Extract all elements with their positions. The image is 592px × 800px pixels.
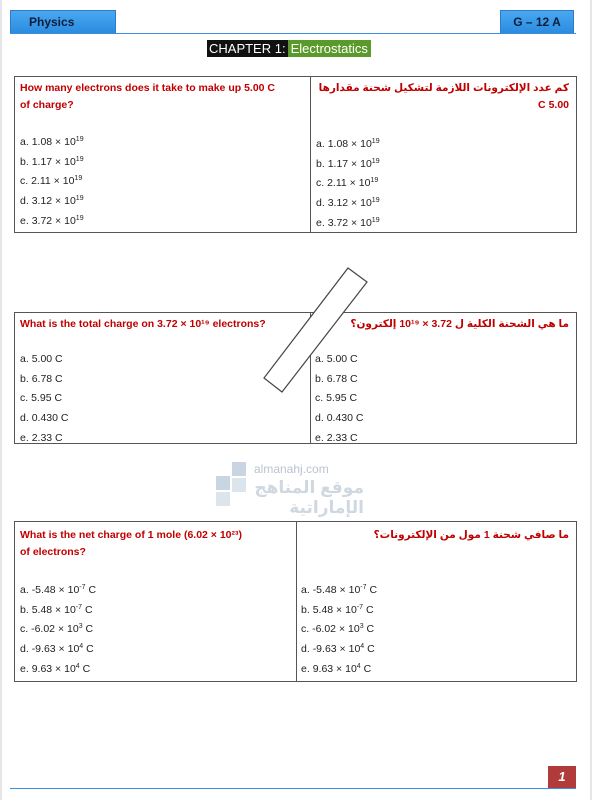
- header-rule: [10, 33, 576, 34]
- chapter-title: [207, 40, 371, 58]
- option-a: a. $-5.48 \times 10^{-7}$ C: [301, 584, 378, 596]
- watermark-url: almanahj.com: [254, 462, 329, 476]
- footer-rule: [10, 788, 576, 789]
- option-e: e. $3.72 \times 10^{19}$: [20, 214, 84, 227]
- grade-tab: G – 12 A: [500, 10, 574, 34]
- option-c: c. $2.11 \times 10^{19}$: [316, 177, 379, 190]
- option-c: c. $-6.02 \times 10^3$ C: [301, 623, 375, 636]
- option-e: e. 2.33 C: [315, 431, 358, 444]
- options-list-en: [20, 581, 96, 679]
- question-line: What is the total charge on 3.72 × 10¹⁹ electrons?: [20, 318, 266, 330]
- watermark: [214, 458, 364, 530]
- question-text-ar: [315, 80, 569, 114]
- option-c: c. $2.11 \times 10^{19}$: [20, 175, 83, 188]
- option-b: b. $5.48 \times 10^{-7}$ C: [301, 603, 374, 616]
- page-number: 1: [548, 766, 576, 788]
- option-e: e. $9.63 \times 10^4$ C: [301, 662, 372, 675]
- watermark-logo-icon: [232, 462, 246, 476]
- question-line: كم عدد الإلكترونات اللازمة لتشكيل شحنة مقدارها 5.00 C: [318, 82, 569, 111]
- question-line: What is the net charge of 1 mole (6.02 × 10²³): [20, 529, 243, 541]
- question-box-3: [14, 521, 577, 682]
- option-d: d. $3.12 \times 10^{19}$: [20, 195, 84, 208]
- column-divider: [310, 77, 311, 232]
- question-text-en: [20, 527, 292, 561]
- option-a: a. 5.00 C: [315, 353, 358, 365]
- option-a: a. $1.08 \times 10^{19}$: [316, 138, 380, 150]
- chapter-label: CHAPTER 1:: [209, 41, 286, 56]
- option-b: b. 6.78 C: [20, 372, 63, 385]
- watermark-logo-icon: [216, 476, 230, 490]
- options-list-ar: [301, 581, 377, 679]
- option-a: a. $1.08 \times 10^{19}$: [20, 136, 84, 148]
- subject-tab: Physics: [10, 10, 116, 34]
- question-line: ما صافي شحنة 1 مول من الإلكترونات؟: [373, 529, 569, 541]
- watermark-logo-icon: [232, 478, 246, 492]
- column-divider: [296, 522, 297, 681]
- option-d: d. 0.430 C: [20, 412, 69, 425]
- question-text-ar: [303, 527, 569, 544]
- options-list-ar: [316, 135, 380, 233]
- chapter-topic: Electrostatics: [288, 40, 371, 57]
- option-c: c. $-6.02 \times 10^3$ C: [20, 623, 94, 636]
- option-e: e. $3.72 \times 10^{19}$: [316, 216, 380, 229]
- option-e: e. 2.33 C: [20, 431, 63, 444]
- option-b: b. $1.17 \times 10^{19}$: [316, 157, 380, 170]
- tilted-rectangle-shape: [250, 262, 380, 397]
- question-line: ما هي الشحنة الكلية ل 3.72 × 10¹⁹ إلكترون؟: [350, 318, 569, 330]
- question-line: How many electrons does it take to make up 5.00 C: [20, 82, 275, 94]
- option-c: c. 5.95 C: [20, 392, 63, 405]
- question-line: of electrons?: [20, 546, 86, 558]
- option-a: a. 5.00 C: [20, 353, 63, 365]
- question-line: of charge?: [20, 99, 74, 111]
- option-d: d. $-9.63 \times 10^4$ C: [20, 643, 94, 656]
- option-b: b. $1.17 \times 10^{19}$: [20, 155, 84, 168]
- option-d: d. $-9.63 \times 10^4$ C: [301, 643, 375, 656]
- option-d: d. $3.12 \times 10^{19}$: [316, 197, 380, 210]
- question-text-en: [20, 80, 306, 114]
- option-b: b. 6.78 C: [315, 372, 358, 385]
- watermark-arabic: موقع المناهج الإماراتية: [254, 478, 364, 517]
- option-e: e. $9.63 \times 10^4$ C: [20, 662, 91, 675]
- page-border-left: [0, 0, 2, 800]
- watermark-logo-icon: [216, 492, 230, 506]
- option-d: d. 0.430 C: [315, 412, 364, 425]
- option-b: b. $5.48 \times 10^{-7}$ C: [20, 603, 93, 616]
- options-list-en: [20, 133, 84, 231]
- options-list-en: [20, 350, 68, 448]
- option-c: c. 5.95 C: [315, 392, 358, 405]
- option-a: a. $-5.48 \times 10^{-7}$ C: [20, 584, 97, 596]
- question-box-1: [14, 76, 577, 233]
